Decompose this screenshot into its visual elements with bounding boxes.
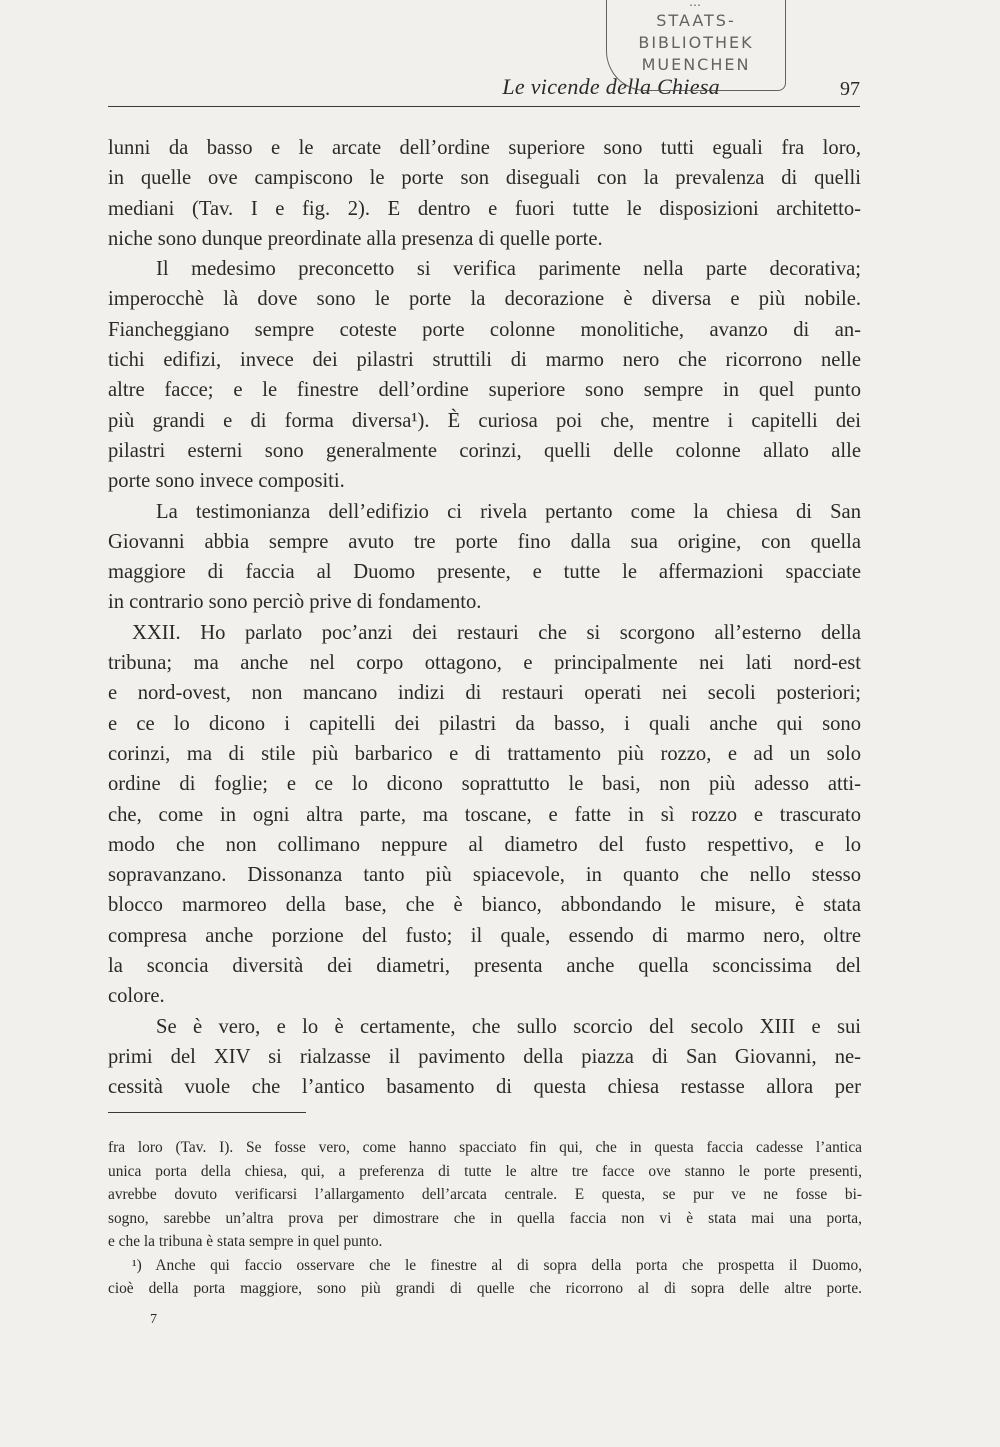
running-title: Le vicende della Chiesa [502,74,720,99]
footnote-line: ¹) Anche qui faccio osservare che le finestre al di sopra della porta che prospetta il Duomo, [132,1256,862,1274]
printer-signature: 7 [150,1312,157,1327]
text-line: la sconcia diversità dei diametri, presenta anche quella sconcissima del [108,955,861,978]
text-line: blocco marmoreo della base, che è bianco, abbondando le misure, è stata [108,894,861,917]
text-line: colore. [108,985,165,1008]
body-text [108,133,861,1103]
text-line: Fiancheggiano sempre coteste porte colonne monolitiche, avanzo di an- [108,318,861,341]
library-stamp [606,0,786,91]
text-line: e ce lo dicono i capitelli dei pilastri da basso, i quali anche qui sono [108,712,861,735]
text-line: in contrario sono perciò prive di fondamento. [108,591,482,614]
text-line: niche sono dunque preordinate alla presenza di quelle porte. [108,227,603,250]
footnote-line: sogno, sarebbe un’altra prova per dimostrare che in quella faccia non vi è stata mai una porta, [108,1209,862,1227]
text-line: che, come in ogni altra parte, ma toscane, e fatte in sì rozzo e trascurato [108,803,861,826]
text-line: Giovanni abbia sempre avuto tre porte fino dalla sua origine, con quella [108,530,861,553]
stamp-line: … [689,0,703,9]
text-line: pilastri esterni sono generalmente corinzi, quelli delle colonne allato alle [108,439,861,462]
text-line: lunni da basso e le arcate dell’ordine superiore sono tutti eguali fra loro, [108,137,861,159]
text-line: compresa anche porzione del fusto; il quale, essendo di marmo nero, oltre [108,924,861,947]
text-line: tribuna; ma anche nel corpo ottagono, e principalmente nei lati nord-est [108,652,861,675]
footnote-line: cioè della porta maggiore, sono più grandi di quelle che ricorrono al di sopra delle altre porte. [108,1280,862,1297]
text-line: primi del XIV si rialzasse il pavimento della piazza di San Giovanni, ne- [108,1045,861,1068]
text-line: sopravanzano. Dissonanza tanto più spiacevole, in quanto che nello stesso [108,864,861,887]
page-number: 97 [840,78,860,100]
text-line: altre facce; e le finestre dell’ordine superiore sono sempre in quel punto [108,379,861,402]
text-line: corinzi, ma di stile più barbarico e di trattamento più rozzo, e ad un solo [108,742,861,765]
text-line: in quelle ove campiscono le porte son diseguali con la prevalenza di quelli [108,167,861,190]
text-line: imperocchè là dove sono le porte la decorazione è diversa e più nobile. [108,288,861,311]
text-line: modo che non collimano neppure al diametro del fusto respettivo, e lo [108,833,861,856]
text-line: tichi edifizi, invece dei pilastri struttili di marmo nero che ricorrono nelle [108,349,861,372]
text-line: più grandi e di forma diversa¹). È curiosa poi che, mentre i capitelli dei [108,409,861,432]
text-line: porte sono invece compositi. [108,470,345,493]
stamp-line: BIBLIOTHEK [638,33,754,52]
text-line: La testimonianza dell’edifizio ci rivela pertanto come la chiesa di San [156,500,861,523]
text-line: Se è vero, e lo è certamente, che sullo scorcio del secolo XIII e sui [156,1015,861,1038]
footnote-line: fra loro (Tav. I). Se fosse vero, come hanno spacciato fin qui, che in questa faccia cadesse l’antica [108,1139,862,1156]
text-line: cessità vuole che l’antico basamento di questa chiesa restasse allora per [108,1076,861,1099]
footnote-line: e che la tribuna è stata sempre in quel punto. [108,1233,383,1250]
text-line: ordine di foglie; e ce lo dicono soprattutto le basi, non più adesso atti- [108,773,861,796]
footnote-divider [108,1112,306,1113]
text-line: XXII. Ho parlato poc’anzi dei restauri che si scorgono all’esterno della [132,621,861,644]
footnote-line: unica porta della chiesa, qui, a preferenza di tutte le altre tre facce ove stanno le porte presenti, [108,1162,862,1180]
footnote-line: avrebbe dovuto verificarsi l’allargamento dell’arcata centrale. E questa, se pur ve ne fosse bi- [108,1186,862,1203]
text-line: e nord-ovest, non mancano indizi di restauri operati nei secoli posteriori; [108,682,861,705]
text-line: maggiore di faccia al Duomo presente, e tutte le affermazioni spacciate [108,561,861,584]
text-line: mediani (Tav. I e fig. 2). E dentro e fuori tutte le disposizioni architetto- [108,197,861,220]
text-line: Il medesimo preconcetto si verifica parimente nella parte decorativa; [156,258,861,281]
footnotes [108,1136,862,1301]
stamp-line: MUENCHEN [641,55,751,74]
stamp-line: STAATS- [656,11,736,30]
